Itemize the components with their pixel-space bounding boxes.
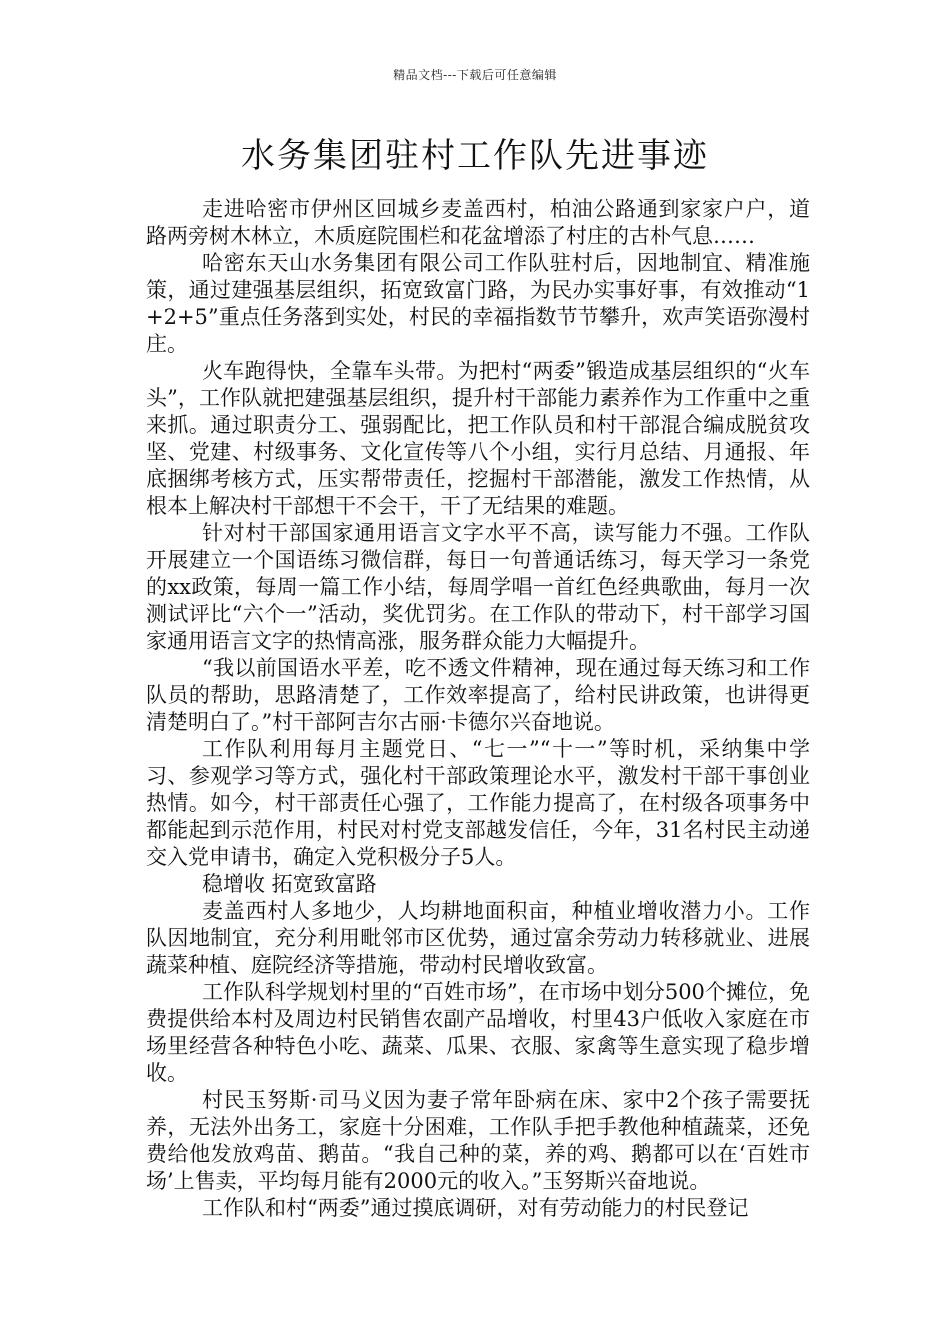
- paragraph: 哈密东天山水务集团有限公司工作队驻村后，因地制宜、精准施策，通过建强基层组织，拓宽致富门路，为民办实事好事，有效推动“1+2+5”重点任务落到实处，村民的幸福指数节节攀升，欢声笑语弥漫村庄。: [146, 251, 810, 356]
- document-title: 水务集团驻村工作队先进事迹: [241, 136, 709, 176]
- paragraph: 村民玉努斯·司马义因为妻子常年卧病在床、家中2个孩子需要抚养，无法外出务工，家庭十分困难，工作队手把手教他种植蔬菜，还免费给他发放鸡苗、鹅苗。“我自己种的菜，养的鸡、鹅都可以在‘百姓市场’上售卖，平均每月能有2000元的收入。”玉努斯兴奋地说。: [146, 1088, 810, 1193]
- paragraph: 工作队利用每月主题党日、“七一”“十一”等时机，采纳集中学习、参观学习等方式，强化村干部政策理论水平，激发村干部干事创业热情。如今，村干部责任心强了，工作能力提高了，在村级各项事务中都能起到示范作用，村民对村党支部越发信任，今年，31名村民主动递交入党申请书，确定入党积极分子5人。: [146, 737, 810, 869]
- paragraph: 麦盖西村人多地少，人均耕地面积亩，种植业增收潜力小。工作队因地制宜，充分利用毗邻市区优势，通过富余劳动力转移就业、进展蔬菜种植、庭院经济等措施，带动村民增收致富。: [146, 899, 810, 977]
- paragraph: 工作队科学规划村里的“百姓市场”，在市场中划分500个摊位，免费提供给本村及周边村民销售农副产品增收，村里43户低收入家庭在市场里经营各种特色小吃、蔬菜、瓜果、衣服、家禽等生意实现了稳步增收。: [146, 980, 810, 1085]
- paragraph: 走进哈密市伊州区回城乡麦盖西村，柏油公路通到家家户户，道路两旁树木林立，木质庭院围栏和花盆增添了村庄的古朴气息……: [146, 197, 810, 248]
- paragraph: “我以前国语水平差，吃不透文件精神，现在通过每天练习和工作队员的帮助，思路清楚了，工作效率提高了，给村民讲政策，也讲得更清楚明白了。”村干部阿吉尔古丽·卡德尔兴奋地说。: [146, 656, 810, 734]
- paragraph: 工作队和村“两委”通过摸底调研，对有劳动能力的村民登记: [202, 1196, 749, 1220]
- section-heading: 稳增收 拓宽致富路: [202, 872, 377, 896]
- header-note: 精品文档---下载后可任意编辑: [393, 68, 557, 82]
- document-body: [146, 196, 810, 1222]
- paragraph: 火车跑得快，全靠车头带。为把村“两委”锻造成基层组织的“火车头”，工作队就把建强基层组织，提升村干部能力素养作为工作重中之重来抓。通过职责分工、强弱配比，把工作队员和村干部混合编成脱贫攻坚、党建、村级事务、文化宣传等八个小组，实行月总结、月通报、年底捆绑考核方式，压实帮带责任，挖掘村干部潜能，激发工作热情，从根本上解决村干部想干不会干，干了无结果的难题。: [146, 359, 810, 518]
- paragraph: 针对村干部国家通用语言文字水平不高，读写能力不强。工作队开展建立一个国语练习微信群，每日一句普通话练习，每天学习一条党的xx政策，每周一篇工作小结，每周学唱一首红色经典歌曲，每月一次测试评比“六个一”活动，奖优罚劣。在工作队的带动下，村干部学习国家通用语言文字的热情高涨，服务群众能力大幅提升。: [146, 521, 810, 653]
